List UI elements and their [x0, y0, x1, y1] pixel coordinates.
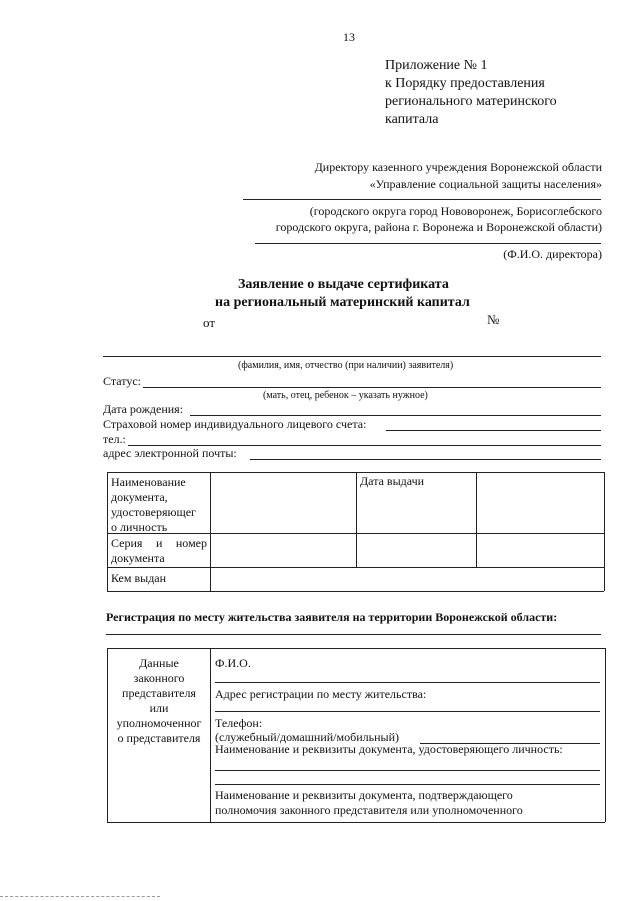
addressee-line-3: (городского округа город Нововоронеж, Борисоглебского — [309, 204, 602, 218]
form-title-line-2: на региональный материнский капитал — [215, 295, 470, 310]
issued-by-value[interactable] — [213, 569, 601, 589]
form-title-line-1: Заявление о выдаче сертификата — [238, 277, 449, 292]
doc-name-cell — [111, 475, 208, 535]
doc-table-border-left — [107, 472, 108, 591]
rep-table-col-divider — [210, 648, 211, 822]
addressee-line-4: городского округа, района г. Воронежа и Воронежской области) — [275, 220, 602, 234]
rep-label-line-4: или — [149, 701, 169, 715]
rep-fio-label: Ф.И.О. — [215, 656, 251, 670]
rep-table-border-left — [107, 648, 108, 822]
doc-table-col-divider-2 — [356, 472, 357, 567]
doc-table-border-right — [604, 472, 605, 591]
status-hint: (мать, отец, ребенок – указать нужное) — [263, 390, 428, 401]
rep-fio-field[interactable] — [215, 682, 600, 683]
status-label: Статус: — [103, 374, 141, 388]
email-label: адрес электронной почты: — [103, 446, 237, 460]
doc-name-line-3: удостоверяющег — [111, 505, 196, 519]
issue-date-value[interactable] — [479, 474, 601, 531]
rep-phone-label: Телефон: — [215, 716, 263, 730]
doc-name-line-2: документа, — [111, 490, 168, 504]
rep-address-label: Адрес регистрации по месту жительства: — [215, 687, 427, 701]
email-field[interactable] — [250, 459, 601, 460]
rep-auth-label-line-2: полномочия законного представителя или уполномоченного — [215, 803, 523, 817]
rep-table-border-bottom — [107, 822, 605, 823]
appendix-line-3: регионального материнского — [385, 94, 557, 109]
rep-id-doc-label: Наименование и реквизиты документа, удостоверяющего личность: — [215, 742, 563, 756]
rep-address-field[interactable] — [215, 711, 600, 712]
birth-date-field[interactable] — [190, 415, 601, 416]
doc-extra-value-2[interactable] — [479, 535, 601, 565]
addressee-underline-1 — [243, 199, 601, 200]
appendix-line-1: Приложение № 1 — [385, 58, 488, 73]
doc-name-line-4: о личность — [111, 520, 168, 534]
doc-name-value[interactable] — [213, 474, 353, 531]
issue-date-label: Дата выдачи — [360, 474, 425, 488]
rep-phone-type-label: (служебный/домашний/мобильный) — [215, 730, 399, 744]
appendix-line-2: к Порядку предоставления — [385, 76, 545, 91]
rep-label-line-2: законного — [133, 671, 185, 685]
rep-label-line-1: Данные — [139, 656, 179, 670]
director-hint: (Ф.И.О. директора) — [503, 247, 602, 261]
addressee-line-1: Директору казенного учреждения Воронежской области — [314, 160, 602, 174]
rep-id-doc-field-2[interactable] — [215, 784, 600, 785]
appendix-line-4: капитала — [385, 112, 439, 127]
director-underline — [255, 243, 601, 244]
doc-table-border-row2 — [107, 567, 604, 568]
number-label: № — [487, 312, 500, 327]
registration-title: Регистрация по месту жительства заявителя на территории Воронежской области: — [106, 610, 558, 624]
applicant-name-field[interactable] — [103, 356, 601, 357]
rep-label-line-5: уполномоченног — [116, 716, 202, 730]
doc-extra-value-1[interactable] — [359, 535, 473, 565]
rep-label-line-3: представителя — [122, 686, 196, 700]
doc-name-line-1: Наименование — [111, 475, 186, 489]
snils-field[interactable] — [386, 430, 601, 431]
doc-table-col-divider-3 — [476, 472, 477, 567]
doc-table-col-divider-1 — [210, 472, 211, 591]
issued-by-label: Кем выдан — [111, 571, 167, 585]
scan-artifact — [0, 896, 160, 897]
status-field[interactable] — [143, 387, 601, 388]
rep-table-border-right — [605, 648, 606, 822]
series-number-cell — [111, 536, 207, 566]
rep-auth-label-line-1: Наименование и реквизиты документа, подтверждающего — [215, 788, 513, 802]
birth-date-label: Дата рождения: — [103, 402, 184, 416]
phone-label: тел.: — [103, 432, 126, 446]
snils-label: Страховой номер индивидуального лицевого счета: — [103, 417, 367, 431]
date-from-label: от — [203, 315, 216, 330]
rep-id-doc-field-1[interactable] — [215, 770, 600, 771]
doc-table-border-bottom — [107, 591, 604, 592]
registration-field[interactable] — [106, 634, 601, 635]
rep-table-border-top — [107, 648, 605, 649]
representative-label — [110, 656, 208, 746]
rep-label-line-6: о представителя — [117, 731, 201, 745]
series-number-line-2: документа — [111, 551, 165, 565]
page-number: 13 — [343, 30, 355, 44]
applicant-name-hint: (фамилия, имя, отчество (при наличии) заявителя) — [238, 360, 454, 371]
series-number-value[interactable] — [213, 535, 353, 565]
addressee-line-2: «Управление социальной защиты населения» — [369, 177, 602, 191]
series-number-line-1: Серия и номер — [111, 536, 207, 550]
